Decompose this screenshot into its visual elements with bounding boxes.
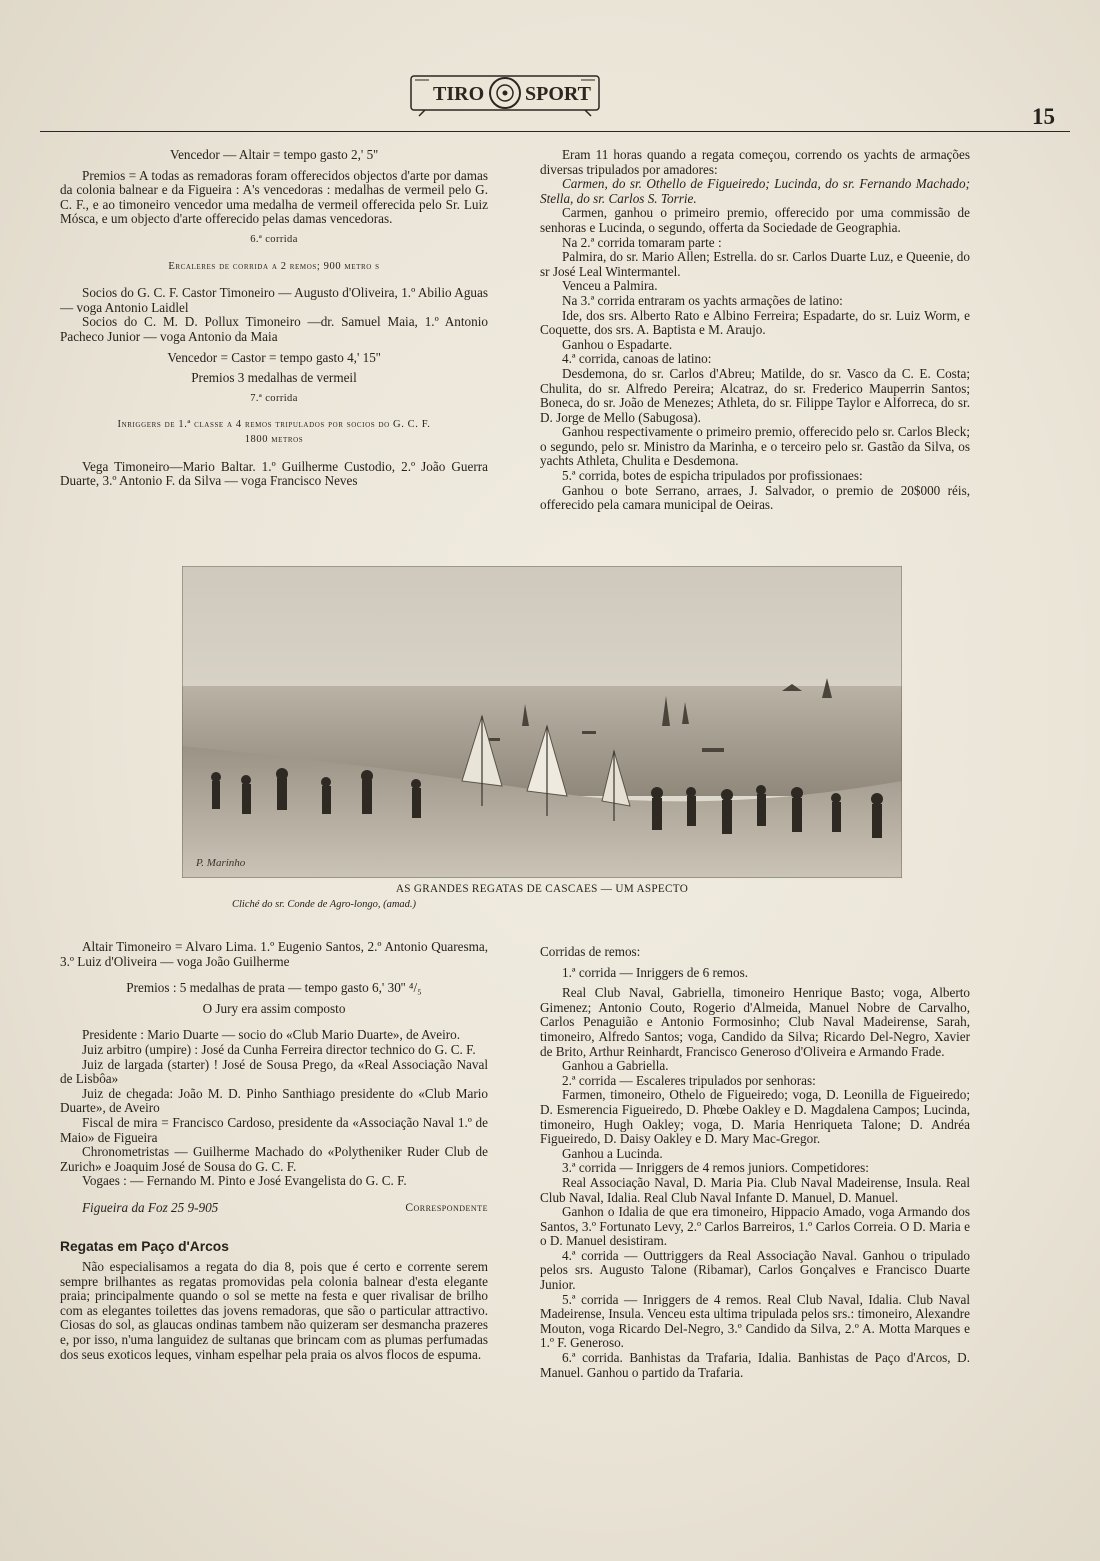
paragraph: Na 3.ª corrida entraram os yachts armações de latino: [562, 292, 843, 308]
paragraph: 5.ª corrida — Inriggers de 4 remos. Real Club Naval, Idalia. Club Naval Madeirense, Insula. Venceu esta ultima tripulada pelos srs.: timoneiro, Alexandre Mouton, voga Ricardo Del-Negro, 3.º Candido da Silva, 2.º A. Motta Marques e 1.º F. Generoso. [540, 1291, 970, 1351]
paragraph: Na 2.ª corrida tomaram parte : [562, 234, 722, 250]
masthead-logo [405, 68, 605, 118]
paragraph: Real Associação Naval, D. Maria Pia. Club Naval Madeirense, Insula. Real Club Naval, Idalia. Real Club Naval Infante D. Manuel, D. Manuel. [540, 1174, 970, 1205]
paragraph: Ganhou a Gabriella. [562, 1058, 669, 1074]
dateline: Figueira da Foz 25 9-905 [82, 1199, 219, 1215]
dateline-row [60, 1201, 488, 1216]
paragraph: Venceu a Palmira. [562, 278, 658, 294]
paragraph: Ide, dos srs. Alberto Rato e Albino Ferreira; Espadarte, do sr. Luiz Worm, e Coquette, dos srs. A. Baptista e M. Araujo. [540, 307, 970, 338]
paragraph: Vega Timoneiro—Mario Baltar. 1.º Guilherme Custodio, 2.º João Guerra Duarte, 3.º Antonio F. da Silva — voga Francisco Neves [60, 458, 488, 489]
paragraph: Ganhou a Lucinda. [562, 1145, 663, 1161]
paragraph: Vencedor = Castor = tempo gasto 4,' 15'' [167, 349, 381, 365]
left-top-column [60, 148, 488, 489]
paragraph: Altair Timoneiro = Alvaro Lima. 1.º Eugenio Santos, 2.º Antonio Quaresma, 3.º Luiz d'Oliveira — voga João Guilherme [60, 939, 488, 969]
paragraph: Ganhou o Espadarte. [562, 336, 673, 352]
paragraph: Premios : 5 medalhas de prata — tempo gasto 6,' 30'' ⁴/₅ [126, 980, 422, 996]
svg-text:SPORT: SPORT [525, 83, 591, 105]
page-number: 15 [1032, 104, 1055, 129]
paragraph: Ganhou o bote Serrano, arraes, J. Salvador, o premio de 20$000 réis, offerecido pela camara municipal de Oeiras. [540, 482, 970, 513]
paragraph: 1.ª corrida — Inriggers de 6 remos. [562, 964, 749, 980]
paragraph: Não especialisamos a regata do dia 8, pois que é certo e corrente serem sempre brilhantes as regatas promovidas pela colonia balnear d'esta elegante praia; principalmente quando o sol se mette na festa e quer rivalisar de brilho com as elegantes toilettes das jovens remadoras, que são o particular attractivo. Ciosas do sol, as glaucas ondinas tambem não quizeram ser desmancha prazeres e, por isso, n'uma languidez de sultanas que brincam com as plumas perfumadas dos seus exoticos leques, vinham espelhar pela praia os alvos flocos de espuma. [60, 1259, 488, 1362]
paragraph: Juiz de chegada: João M. D. Pinho Santhiago presidente do «Club Mario Duarte», de Aveiro [60, 1085, 488, 1116]
paragraph: 2.ª corrida — Escaleres tripulados por senhoras: [562, 1072, 816, 1088]
svg-text:TIRO: TIRO [433, 83, 485, 105]
paragraph: 6.ª corrida. Banhistas da Trafaria, Idalia. Banhistas de Paço d'Arcos, D. Manuel. Ganhou o partido da Trafaria. [540, 1350, 970, 1380]
paragraph: Socios do G. C. F. Castor Timoneiro — Augusto d'Oliveira, 1.º Abilio Aguas — voga Antonio Laidlel [60, 285, 488, 315]
paragraph: Chronometristas — Guilherme Machado do «Polytheniker Ruder Club de Zurich» e Joaquim José de Sousa do G. C. F. [60, 1144, 488, 1174]
paragraph: Socios do C. M. D. Pollux Timoneiro —dr. Samuel Maia, 1.º Antonio Pacheco Junior — voga Antonio da Maia [60, 314, 488, 344]
paragraph: 4.ª corrida — Outtriggers da Real Associação Naval. Ganhou o tripulado pelos srs. Augusto Talone (Ribamar), Carlos Gonçalves e Francisco Duarte Junior. [540, 1247, 970, 1293]
photo-caption: AS GRANDES REGATAS DE CASCAES — UM ASPECTO [395, 883, 689, 895]
photo-signature: P. Marinho [196, 857, 246, 869]
race-subheading: Inriggers de 1.ª classe a 4 remos tripulados por socios do G. C. F. [117, 419, 431, 431]
paragraph: Ganhou respectivamente o primeiro premio, offerecido pelo sr. Carlos Bleck; o segundo, pelo sr. Ministro da Marinha, e o terceiro pelo sr. Gastão da Silva, os yachts Athleta, Chulita e Desdemona. [540, 424, 970, 469]
paragraph: O Jury era assim composto [202, 1000, 346, 1016]
masthead-text [405, 118, 412, 119]
paragraph: Juiz arbitro (umpire) : José da Cunha Ferreira director technico do G. C. F. [82, 1041, 476, 1057]
regatta-photo [182, 566, 902, 878]
right-bottom-column [540, 945, 970, 1380]
photo-credit: Cliché do sr. Conde de Agro-longo, (amad.) [232, 899, 417, 910]
paragraph: Real Club Naval, Gabriella, timoneiro Henrique Basto; voga, Alberto Gimenez; Antonio Couto, Rogerio d'Almeida, Manuel Nobre de Carvalho, Carlos Penaguião e Antonio Formosinho; Club Naval Madeirense, Sarah, timoneiro, Alfredo Santos; voga, Candido da Silva; Ricardo Del-Negro, Xavier de Brito, Arthur Reinhardt, Francisco Generoso d'Oliveira e Armando Frade. [540, 985, 970, 1059]
paragraph: 5.ª corrida, botes de espicha tripulados por profissionaes: [562, 468, 863, 484]
paragraph: Premios = A todas as remadoras foram offerecidos objectos d'arte por damas da colonia balnear e da Figueira : A's vencedoras : medalhas de vermeil pelo G. C. F., e ao timoneiro vencedor uma medalha de vermeil offerecida pelo Sr. Luiz Mósca, e um objecto d'arte offerecido pelas damas vencedoras. [60, 167, 488, 227]
race-subheading: 1800 metros [244, 433, 304, 445]
paragraph: Desdemona, do sr. Carlos d'Abreu; Matilde, do sr. Vasco da C. E. Costa; Chulita, do sr. Alfredo Pereira; Alcatraz, do sr. Frederico Mauperrin Santos; Boneca, do sr. João de Menezes; Athleta, do sr. Filippe Taylor e Alforreca, do sr. D. Jorge de Mello (Sabugosa). [540, 365, 970, 425]
paragraph: Farmen, timoneiro, Othelo de Figueiredo; voga, D. Leonilla de Figueiredo; D. Esmerencia Figueiredo, D. Phœbe Oakley e D. Magdalena Campos; Lucinda, timoneiro, Hugh Oakley; voga, D. Maria Henriqueta Talone; D. Andréa Figueiredo, D. Daisy Oakley e D. Mary Mac-Gregor. [540, 1087, 970, 1147]
paragraph: Corridas de remos: [540, 944, 641, 959]
paragraph: Fiscal de mira = Francisco Cardoso, presidente da «Associação Naval 1.º de Maio» de Figueira [60, 1114, 488, 1145]
paragraph: Carmen, do sr. Othello de Figueiredo; Lucinda, do sr. Fernando Machado; Stella, do sr. Carlos S. Torrie. [540, 176, 970, 206]
header-rule [40, 131, 1070, 132]
paragraph: Ganhon o Idalia de que era timoneiro, Hippacio Amado, voga Armando dos Santos, 3.º Fortunato Levy, 2.º Carlos Barreiros, 1.º Carlos Correia. O D. Maria e o D. Manuel desistiram. [540, 1204, 970, 1249]
race-subheading: Ercaleres de corrida a 2 remos; 900 metro s [168, 260, 380, 272]
paragraph: Carmen, ganhou o primeiro premio, offerecido por uma commissão de senhoras e Lucinda, o segundo, offerta da Sociedade de Geographia. [540, 205, 970, 235]
race-heading: 7.ª corrida [250, 392, 298, 404]
paragraph: Premios 3 medalhas de vermeil [191, 370, 357, 386]
paragraph: 4.ª corrida, canoas de latino: [562, 351, 712, 367]
paragraph: 3.ª corrida — Inriggers de 4 remos juniors. Competidores: [562, 1160, 869, 1176]
paragraph: Eram 11 horas quando a regata começou, correndo os yachts de armações diversas tripulados por amadores: [540, 147, 970, 177]
paragraph: Vogaes : — Fernando M. Pinto e José Evangelista do G. C. F. [82, 1173, 407, 1189]
paragraph: Vencedor — Altair = tempo gasto 2,' 5'' [170, 147, 378, 162]
paragraph: Palmira, do sr. Mario Allen; Estrella. do sr. Carlos Duarte Luz, e Queenie, do sr José Leal Wintermantel. [540, 249, 970, 279]
section-title: Regatas em Paço d'Arcos [60, 1238, 229, 1254]
right-top-column [540, 148, 970, 513]
paragraph: Juiz de largada (starter) ! José de Sousa Prego, da «Real Associação Naval de Lisbôa» [60, 1056, 488, 1087]
left-bottom-column [60, 940, 488, 1362]
race-heading: 6.ª corrida [250, 233, 298, 245]
paragraph: Presidente : Mario Duarte — socio do «Club Mario Duarte», de Aveiro. [82, 1027, 461, 1043]
correspondent-signoff: Correspondente [405, 1201, 488, 1214]
